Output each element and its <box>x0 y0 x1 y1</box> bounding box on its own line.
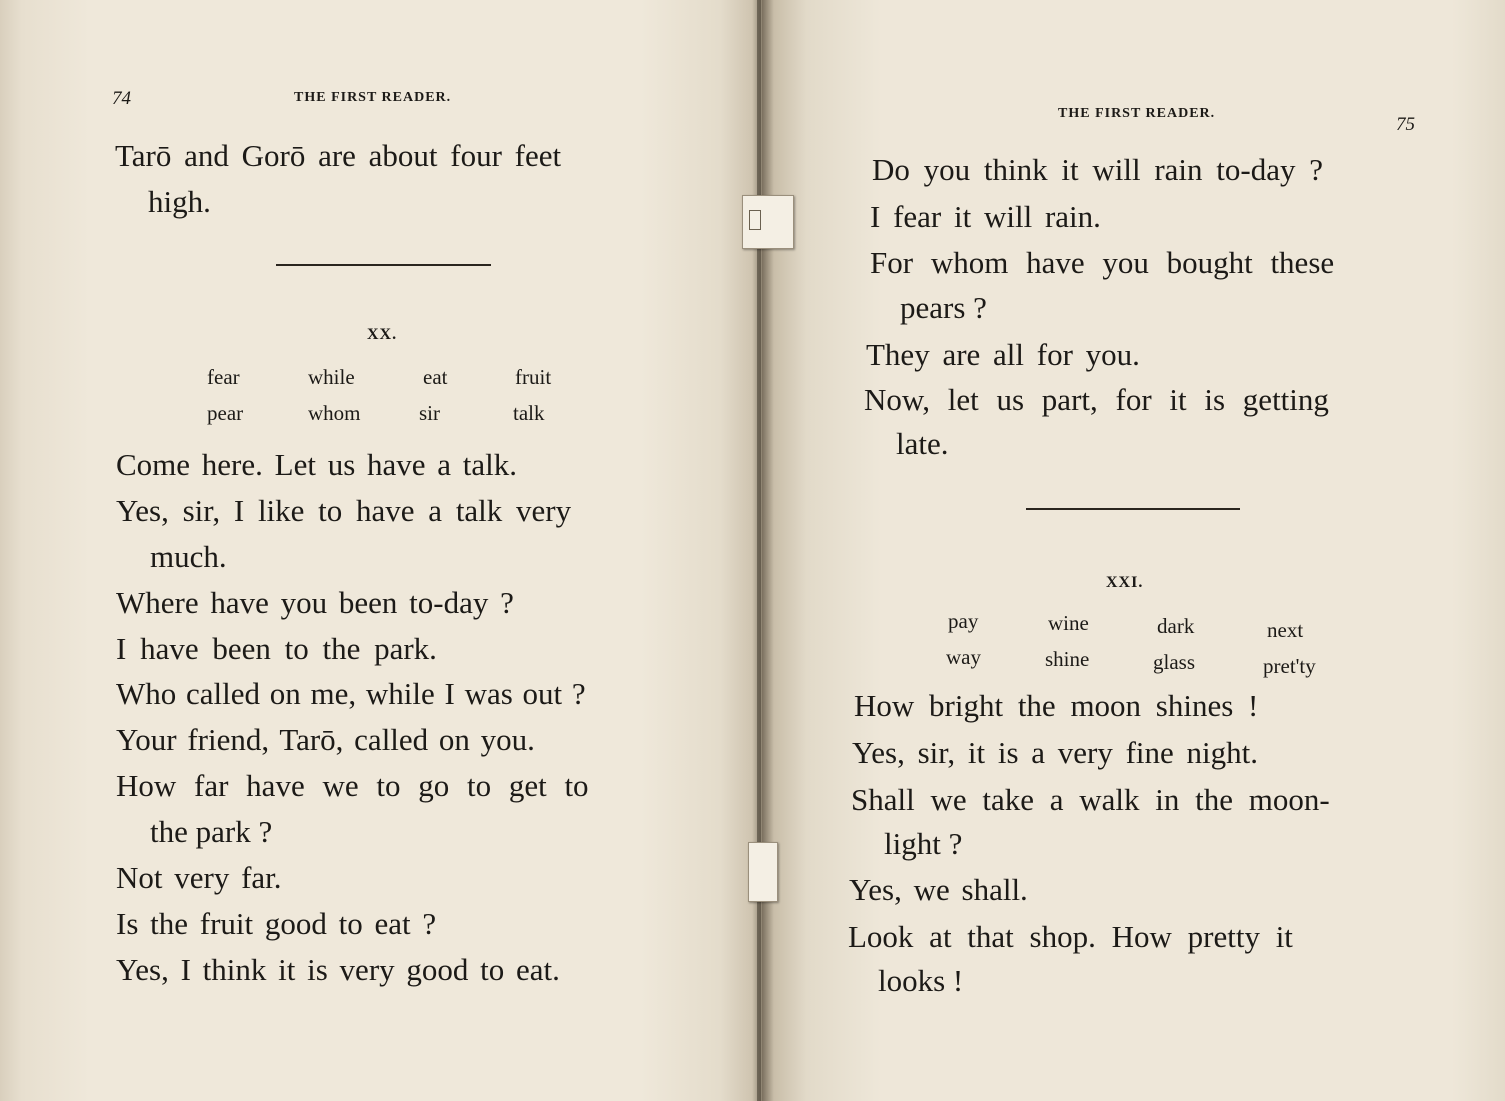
vocab-word: sir <box>419 401 440 425</box>
page-number: 74 <box>112 88 131 109</box>
vocab-word: wine <box>1048 611 1089 635</box>
right-page <box>762 0 1505 1101</box>
stitch-mark <box>749 210 761 230</box>
text-line: How far have we to go to get to <box>116 768 589 803</box>
vocab-word: talk <box>513 401 545 425</box>
text-line: They are all for you. <box>866 337 1140 372</box>
lesson-number: XX. <box>367 326 398 343</box>
text-line: Yes, sir, it is a very fine night. <box>852 735 1259 770</box>
text-line: Not very far. <box>116 860 282 895</box>
vocab-word: pay <box>948 609 979 633</box>
text-line: Now, let us part, for it is getting <box>864 382 1329 417</box>
text-line: Yes, we shall. <box>849 872 1028 907</box>
vocab-word: dark <box>1157 614 1195 638</box>
binding-tab <box>748 842 778 902</box>
section-divider <box>276 264 491 266</box>
text-line: Where have you been to-day ? <box>116 585 514 620</box>
vocab-word: next <box>1267 618 1304 642</box>
text-line: Come here. Let us have a talk. <box>116 447 518 482</box>
book-gutter <box>757 0 761 1101</box>
text-line: looks ! <box>878 963 964 998</box>
text-line: How bright the moon shines ! <box>854 688 1259 723</box>
running-head: THE FIRST READER. <box>1058 106 1216 121</box>
vocab-word: pret'ty <box>1263 654 1316 678</box>
vocab-word: shine <box>1045 647 1090 671</box>
lesson-number: XXI. <box>1106 574 1144 591</box>
text-line: much. <box>150 539 227 574</box>
vocab-word: pear <box>207 401 244 425</box>
binding-tab <box>742 195 794 249</box>
text-line: Your friend, Tarō, called on you. <box>116 722 535 757</box>
text-line: Look at that shop. How pretty it <box>848 919 1293 954</box>
text-line: Tarō and Gorō are about four feet <box>115 138 562 173</box>
vocab-word: eat <box>423 365 448 389</box>
vocab-word: while <box>308 365 355 389</box>
text-line: Yes, sir, I like to have a talk very <box>116 493 572 528</box>
vocab-word: glass <box>1153 650 1195 674</box>
text-line: For whom have you bought these <box>870 245 1335 280</box>
text-line: Shall we take a walk in the moon- <box>851 782 1330 817</box>
text-line: light ? <box>884 826 963 861</box>
vocab-word: way <box>946 645 981 669</box>
text-line: I have been to the park. <box>116 631 437 666</box>
vocab-word: whom <box>308 401 361 425</box>
text-line: I fear it will rain. <box>870 199 1101 234</box>
running-head: THE FIRST READER. <box>294 90 452 105</box>
vocab-word: fear <box>207 365 240 389</box>
page-number: 75 <box>1396 114 1415 135</box>
text-line: pears ? <box>900 290 987 325</box>
text-line: late. <box>896 426 949 461</box>
text-line: high. <box>148 184 211 219</box>
vocab-word: fruit <box>515 365 552 389</box>
text-line: the park ? <box>150 814 273 849</box>
text-line: Is the fruit good to eat ? <box>116 906 437 941</box>
text-line: Who called on me, while I was out ? <box>116 676 586 711</box>
text-line: Yes, I think it is very good to eat. <box>116 952 560 987</box>
section-divider <box>1026 508 1240 510</box>
text-line: Do you think it will rain to-day ? <box>872 152 1323 187</box>
